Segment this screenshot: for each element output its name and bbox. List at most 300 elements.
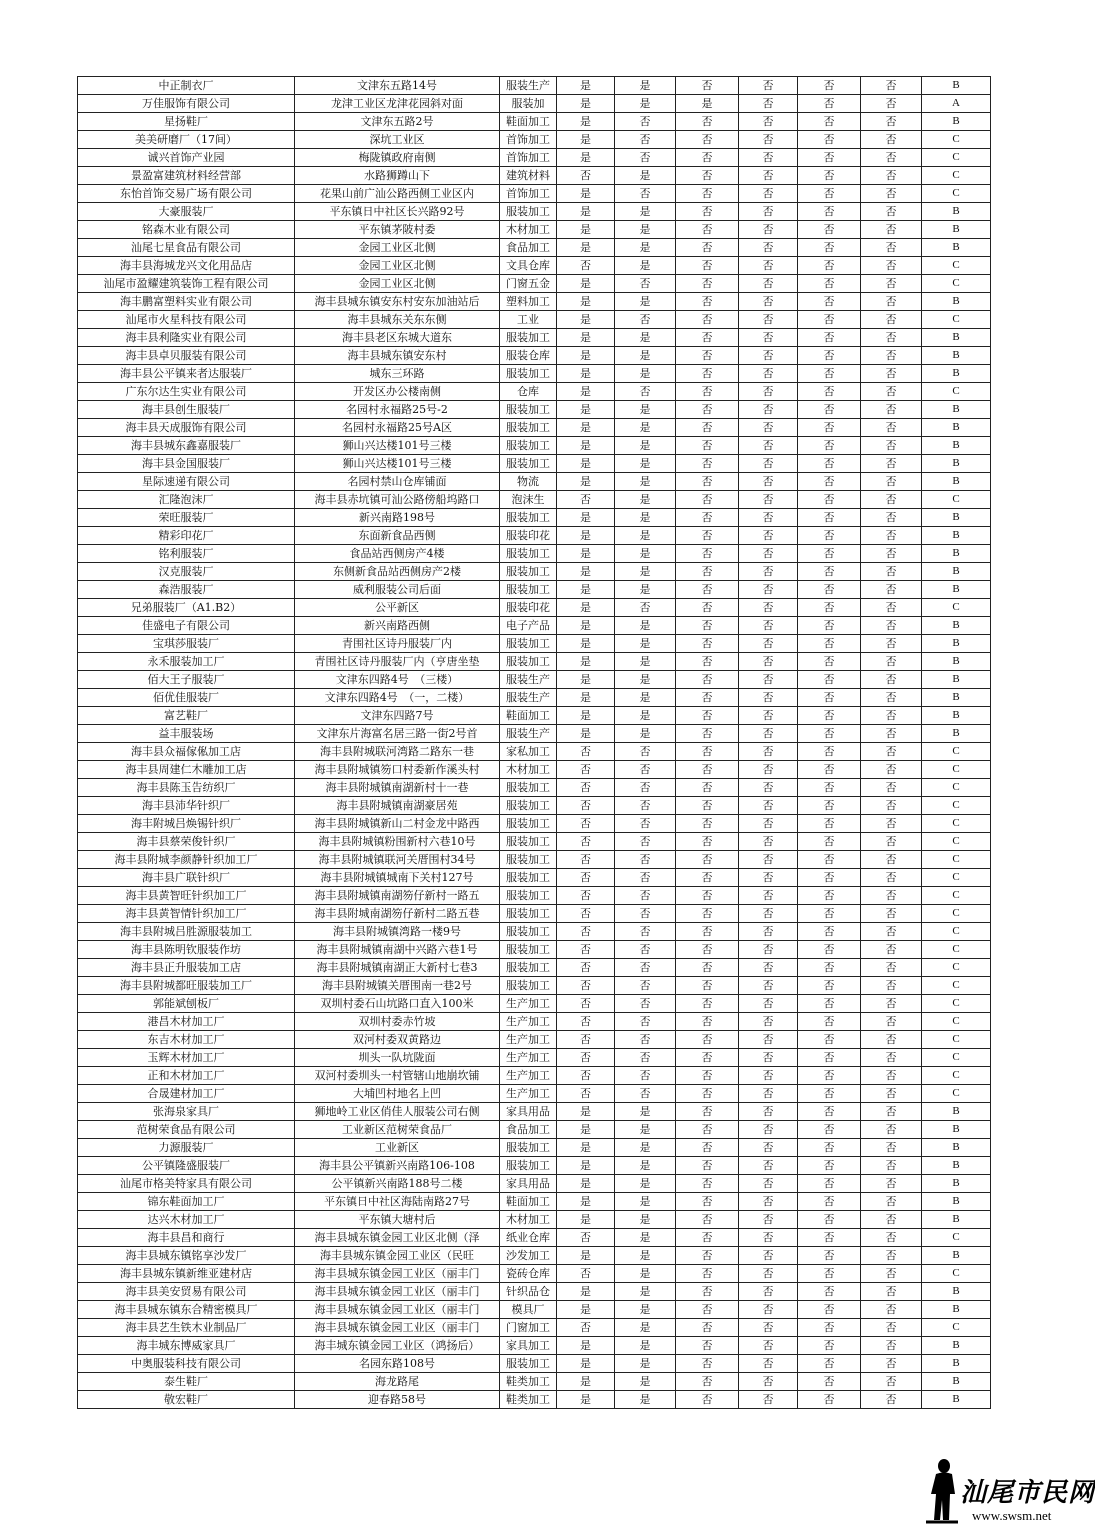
cell-company-name: 海丰县城东镇铭享沙发厂 (78, 1247, 295, 1265)
cell-business-type: 服装加工 (500, 365, 557, 383)
cell-address: 海丰县附城镇关厝围南一巷2号 (295, 977, 500, 995)
cell-grade: B (922, 1103, 991, 1121)
cell-grade: B (922, 581, 991, 599)
cell-check-f: 否 (861, 527, 922, 545)
cell-check-d: 否 (739, 563, 798, 581)
cell-check-b: 是 (615, 1103, 676, 1121)
cell-grade: B (922, 1157, 991, 1175)
cell-check-a: 否 (557, 851, 615, 869)
cell-check-f: 否 (861, 635, 922, 653)
cell-grade: B (922, 365, 991, 383)
cell-address: 新兴南路西侧 (295, 617, 500, 635)
cell-address: 海龙路尾 (295, 1373, 500, 1391)
cell-check-e: 否 (798, 1211, 861, 1229)
cell-grade: B (922, 509, 991, 527)
cell-check-d: 否 (739, 185, 798, 203)
cell-company-name: 中正制衣厂 (78, 77, 295, 95)
cell-grade: C (922, 1031, 991, 1049)
cell-check-e: 否 (798, 167, 861, 185)
cell-address: 海丰县附城镇南湖豪居苑 (295, 797, 500, 815)
cell-check-e: 否 (798, 1049, 861, 1067)
cell-check-e: 否 (798, 1031, 861, 1049)
cell-check-e: 否 (798, 257, 861, 275)
cell-address: 文津东四路4号 （一，二楼） (295, 689, 500, 707)
cell-check-e: 否 (798, 761, 861, 779)
cell-check-d: 否 (739, 1373, 798, 1391)
cell-grade: C (922, 1013, 991, 1031)
cell-business-type: 文具仓库 (500, 257, 557, 275)
cell-check-f: 否 (861, 509, 922, 527)
cell-company-name: 海丰县创生服装厂 (78, 401, 295, 419)
cell-company-name: 佳盛电子有限公司 (78, 617, 295, 635)
cell-address: 海丰县附城镇城南下关村127号 (295, 869, 500, 887)
cell-check-e: 否 (798, 293, 861, 311)
cell-business-type: 服装加工 (500, 815, 557, 833)
cell-address: 威利服装公司后面 (295, 581, 500, 599)
table-row (78, 1355, 991, 1373)
cell-check-c: 否 (676, 1157, 739, 1175)
cell-address: 海丰县附城镇笏口村委新作溪头村 (295, 761, 500, 779)
cell-check-a: 是 (557, 527, 615, 545)
cell-grade: B (922, 419, 991, 437)
cell-check-a: 是 (557, 1247, 615, 1265)
table-row (78, 293, 991, 311)
cell-check-b: 是 (615, 1319, 676, 1337)
cell-business-type: 生产加工 (500, 1013, 557, 1031)
cell-address: 名园村永福路25号-2 (295, 401, 500, 419)
cell-grade: C (922, 257, 991, 275)
cell-check-c: 否 (676, 293, 739, 311)
cell-check-c: 否 (676, 1049, 739, 1067)
cell-check-e: 否 (798, 833, 861, 851)
cell-grade: C (922, 383, 991, 401)
cell-grade: B (922, 725, 991, 743)
cell-grade: C (922, 131, 991, 149)
cell-check-b: 否 (615, 977, 676, 995)
cell-business-type: 服装加工 (500, 455, 557, 473)
cell-company-name: 海丰县天成服饰有限公司 (78, 419, 295, 437)
cell-check-d: 否 (739, 131, 798, 149)
table-row (78, 455, 991, 473)
cell-check-c: 否 (676, 1229, 739, 1247)
table-row (78, 905, 991, 923)
cell-check-e: 否 (798, 545, 861, 563)
table-row (78, 1139, 991, 1157)
cell-check-c: 否 (676, 77, 739, 95)
cell-grade: C (922, 761, 991, 779)
cell-check-f: 否 (861, 1175, 922, 1193)
cell-check-d: 否 (739, 1319, 798, 1337)
cell-grade: B (922, 1373, 991, 1391)
cell-check-e: 否 (798, 635, 861, 653)
table-row (78, 545, 991, 563)
cell-check-c: 否 (676, 113, 739, 131)
cell-business-type: 服装加工 (500, 437, 557, 455)
cell-check-e: 否 (798, 743, 861, 761)
cell-business-type: 服装加工 (500, 797, 557, 815)
cell-check-f: 否 (861, 887, 922, 905)
cell-address: 水路狮蹲山下 (295, 167, 500, 185)
cell-address: 东面新食品西侧 (295, 527, 500, 545)
cell-check-c: 否 (676, 1265, 739, 1283)
table-row (78, 581, 991, 599)
cell-check-d: 否 (739, 257, 798, 275)
cell-check-b: 是 (615, 239, 676, 257)
cell-grade: C (922, 311, 991, 329)
cell-check-c: 否 (676, 689, 739, 707)
cell-grade: B (922, 455, 991, 473)
cell-check-c: 否 (676, 131, 739, 149)
cell-check-d: 否 (739, 1175, 798, 1193)
cell-check-b: 是 (615, 257, 676, 275)
cell-check-a: 否 (557, 1265, 615, 1283)
cell-check-b: 否 (615, 185, 676, 203)
cell-check-d: 否 (739, 1157, 798, 1175)
cell-check-c: 否 (676, 257, 739, 275)
cell-business-type: 服装仓库 (500, 347, 557, 365)
cell-check-b: 是 (615, 437, 676, 455)
cell-check-b: 是 (615, 635, 676, 653)
cell-check-d: 否 (739, 95, 798, 113)
table-row (78, 815, 991, 833)
cell-company-name: 永禾服装加工厂 (78, 653, 295, 671)
cell-check-f: 否 (861, 1373, 922, 1391)
cell-check-c: 否 (676, 833, 739, 851)
enterprise-table (77, 76, 991, 1409)
cell-grade: C (922, 1085, 991, 1103)
cell-business-type: 鞋类加工 (500, 1373, 557, 1391)
cell-check-b: 否 (615, 905, 676, 923)
cell-company-name: 汕尾七星食品有限公司 (78, 239, 295, 257)
cell-check-a: 是 (557, 563, 615, 581)
cell-business-type: 生产加工 (500, 995, 557, 1013)
cell-address: 海丰县城东镇安东村安东加油站后 (295, 293, 500, 311)
cell-company-name: 海丰县附城李颜静针织加工厂 (78, 851, 295, 869)
cell-grade: C (922, 851, 991, 869)
cell-check-a: 是 (557, 545, 615, 563)
cell-company-name: 佰优佳服装厂 (78, 689, 295, 707)
cell-check-f: 否 (861, 869, 922, 887)
cell-check-a: 是 (557, 203, 615, 221)
cell-check-e: 否 (798, 1121, 861, 1139)
cell-company-name: 汕尾市火星科技有限公司 (78, 311, 295, 329)
cell-check-a: 是 (557, 365, 615, 383)
cell-check-c: 否 (676, 761, 739, 779)
cell-grade: B (922, 617, 991, 635)
cell-check-c: 否 (676, 545, 739, 563)
cell-check-c: 否 (676, 455, 739, 473)
table-row (78, 1283, 991, 1301)
table-row (78, 941, 991, 959)
cell-check-d: 否 (739, 941, 798, 959)
cell-business-type: 服装加工 (500, 833, 557, 851)
table-row (78, 221, 991, 239)
cell-check-e: 否 (798, 1319, 861, 1337)
cell-business-type: 模具厂 (500, 1301, 557, 1319)
cell-check-c: 否 (676, 905, 739, 923)
cell-check-d: 否 (739, 347, 798, 365)
cell-company-name: 海丰县附城都旺服装加工厂 (78, 977, 295, 995)
cell-check-a: 是 (557, 1373, 615, 1391)
cell-check-a: 是 (557, 1283, 615, 1301)
cell-business-type: 家具用品 (500, 1175, 557, 1193)
cell-check-d: 否 (739, 923, 798, 941)
cell-address: 金园工业区北侧 (295, 257, 500, 275)
cell-check-e: 否 (798, 1247, 861, 1265)
cell-check-a: 否 (557, 833, 615, 851)
cell-check-b: 是 (615, 581, 676, 599)
cell-company-name: 荣旺服装厂 (78, 509, 295, 527)
cell-company-name: 汉克服装厂 (78, 563, 295, 581)
cell-check-d: 否 (739, 455, 798, 473)
cell-grade: C (922, 1229, 991, 1247)
cell-business-type: 食品加工 (500, 1121, 557, 1139)
cell-grade: C (922, 779, 991, 797)
table-row (78, 149, 991, 167)
cell-check-d: 否 (739, 1139, 798, 1157)
cell-address: 海丰县附城镇南湖中兴路六巷1号 (295, 941, 500, 959)
cell-check-f: 否 (861, 419, 922, 437)
cell-grade: C (922, 275, 991, 293)
cell-check-b: 否 (615, 887, 676, 905)
table-row (78, 167, 991, 185)
cell-check-f: 否 (861, 365, 922, 383)
cell-check-e: 否 (798, 383, 861, 401)
cell-company-name: 宝琪莎服装厂 (78, 635, 295, 653)
cell-business-type: 服装加工 (500, 581, 557, 599)
cell-check-b: 否 (615, 1031, 676, 1049)
cell-check-f: 否 (861, 653, 922, 671)
cell-check-e: 否 (798, 1013, 861, 1031)
cell-check-b: 是 (615, 1211, 676, 1229)
cell-check-f: 否 (861, 1265, 922, 1283)
cell-check-d: 否 (739, 491, 798, 509)
table-row (78, 1391, 991, 1409)
cell-check-b: 否 (615, 1067, 676, 1085)
cell-business-type: 服装加工 (500, 203, 557, 221)
table-row (78, 959, 991, 977)
cell-check-b: 否 (615, 1049, 676, 1067)
cell-address: 圳头一队坑陇面 (295, 1049, 500, 1067)
cell-check-f: 否 (861, 851, 922, 869)
cell-check-f: 否 (861, 779, 922, 797)
cell-check-b: 是 (615, 95, 676, 113)
cell-check-a: 否 (557, 167, 615, 185)
cell-check-c: 否 (676, 221, 739, 239)
cell-check-c: 否 (676, 527, 739, 545)
cell-address: 海丰县附城镇南湖笏仔新村一路五 (295, 887, 500, 905)
cell-check-d: 否 (739, 167, 798, 185)
cell-check-a: 是 (557, 725, 615, 743)
cell-address: 海丰县附城镇南湖新村十一巷 (295, 779, 500, 797)
cell-address: 海丰县城东镇金园工业区（丽丰门 (295, 1301, 500, 1319)
cell-check-f: 否 (861, 1013, 922, 1031)
cell-company-name: 海丰县卓贝服装有限公司 (78, 347, 295, 365)
cell-address: 海丰县城东镇安东村 (295, 347, 500, 365)
cell-grade: C (922, 167, 991, 185)
cell-check-d: 否 (739, 743, 798, 761)
cell-company-name: 海丰县艺生铁木业制品厂 (78, 1319, 295, 1337)
cell-check-f: 否 (861, 1229, 922, 1247)
cell-check-e: 否 (798, 1157, 861, 1175)
cell-check-e: 否 (798, 527, 861, 545)
cell-check-c: 否 (676, 509, 739, 527)
cell-check-a: 是 (557, 1103, 615, 1121)
table-row (78, 329, 991, 347)
cell-check-d: 否 (739, 1013, 798, 1031)
cell-grade: B (922, 473, 991, 491)
cell-check-b: 是 (615, 1247, 676, 1265)
cell-check-f: 否 (861, 923, 922, 941)
cell-grade: C (922, 941, 991, 959)
cell-check-a: 是 (557, 113, 615, 131)
table-row (78, 563, 991, 581)
cell-check-e: 否 (798, 977, 861, 995)
cell-check-c: 否 (676, 977, 739, 995)
cell-check-a: 是 (557, 437, 615, 455)
cell-business-type: 服装加工 (500, 653, 557, 671)
cell-check-b: 是 (615, 419, 676, 437)
cell-check-f: 否 (861, 1103, 922, 1121)
table-row (78, 365, 991, 383)
cell-check-b: 是 (615, 1121, 676, 1139)
cell-check-b: 否 (615, 149, 676, 167)
cell-company-name: 东怡首饰交易广场有限公司 (78, 185, 295, 203)
cell-address: 海丰县附城镇联河关厝围村34号 (295, 851, 500, 869)
cell-company-name: 海丰县公平镇来者达服装厂 (78, 365, 295, 383)
cell-grade: B (922, 329, 991, 347)
cell-check-d: 否 (739, 1337, 798, 1355)
table-row (78, 1229, 991, 1247)
cell-check-c: 否 (676, 167, 739, 185)
cell-address: 海丰县赤坑镇可汕公路傍船坞路口 (295, 491, 500, 509)
cell-check-f: 否 (861, 977, 922, 995)
cell-company-name: 港昌木材加工厂 (78, 1013, 295, 1031)
cell-check-b: 否 (615, 599, 676, 617)
cell-check-c: 否 (676, 797, 739, 815)
cell-check-b: 否 (615, 833, 676, 851)
logo-url-text: www.swsm.net (972, 1508, 1052, 1523)
cell-address: 海丰县老区东城大道东 (295, 329, 500, 347)
cell-address: 文津东片海富名居三路一街2号首 (295, 725, 500, 743)
cell-check-e: 否 (798, 905, 861, 923)
cell-company-name: 海丰县陈玉告纺织厂 (78, 779, 295, 797)
cell-check-c: 否 (676, 1085, 739, 1103)
cell-check-e: 否 (798, 437, 861, 455)
cell-company-name: 力源服装厂 (78, 1139, 295, 1157)
cell-address: 海丰县城东镇金园工业区北侧（泽 (295, 1229, 500, 1247)
cell-check-b: 是 (615, 509, 676, 527)
cell-business-type: 门窗五金 (500, 275, 557, 293)
cell-check-d: 否 (739, 221, 798, 239)
table-row (78, 257, 991, 275)
cell-check-c: 否 (676, 437, 739, 455)
cell-check-a: 是 (557, 599, 615, 617)
cell-company-name: 范树荣食品有限公司 (78, 1121, 295, 1139)
cell-check-a: 是 (557, 635, 615, 653)
cell-company-name: 海丰县城东镇东合精密模具厂 (78, 1301, 295, 1319)
cell-check-e: 否 (798, 1265, 861, 1283)
cell-check-a: 否 (557, 797, 615, 815)
cell-address: 海丰县附城镇湾路一楼9号 (295, 923, 500, 941)
cell-check-f: 否 (861, 1085, 922, 1103)
cell-check-c: 否 (676, 1211, 739, 1229)
table-row (78, 671, 991, 689)
table-body (78, 77, 991, 1409)
cell-business-type: 家具加工 (500, 1337, 557, 1355)
cell-business-type: 服装加工 (500, 329, 557, 347)
cell-check-d: 否 (739, 1211, 798, 1229)
cell-address: 海丰县附城南湖笏仔新村二路五巷 (295, 905, 500, 923)
cell-check-e: 否 (798, 995, 861, 1013)
cell-grade: B (922, 203, 991, 221)
cell-address: 狮山兴达楼101号三楼 (295, 437, 500, 455)
cell-company-name: 海丰县正升服装加工店 (78, 959, 295, 977)
cell-business-type: 鞋面加工 (500, 113, 557, 131)
logo-brand-text: 汕尾市民网 (960, 1478, 1095, 1508)
cell-check-d: 否 (739, 365, 798, 383)
cell-grade: C (922, 1049, 991, 1067)
cell-check-f: 否 (861, 689, 922, 707)
cell-company-name: 海丰县黄智旺针织加工厂 (78, 887, 295, 905)
cell-business-type: 服装加工 (500, 635, 557, 653)
cell-business-type: 服装加工 (500, 401, 557, 419)
cell-check-c: 否 (676, 1247, 739, 1265)
table-row (78, 401, 991, 419)
cell-check-e: 否 (798, 1229, 861, 1247)
cell-check-e: 否 (798, 401, 861, 419)
cell-check-d: 否 (739, 851, 798, 869)
cell-check-e: 否 (798, 563, 861, 581)
cell-check-b: 是 (615, 491, 676, 509)
table-row (78, 851, 991, 869)
cell-check-a: 否 (557, 1067, 615, 1085)
cell-check-f: 否 (861, 707, 922, 725)
cell-check-b: 是 (615, 1373, 676, 1391)
cell-business-type: 服装加工 (500, 923, 557, 941)
cell-business-type: 服装加工 (500, 563, 557, 581)
cell-check-c: 否 (676, 1373, 739, 1391)
site-logo (922, 1458, 1095, 1524)
cell-check-e: 否 (798, 1175, 861, 1193)
cell-check-b: 是 (615, 689, 676, 707)
cell-check-e: 否 (798, 851, 861, 869)
cell-check-d: 否 (739, 635, 798, 653)
cell-check-a: 是 (557, 1211, 615, 1229)
cell-check-b: 否 (615, 131, 676, 149)
cell-check-a: 是 (557, 293, 615, 311)
cell-check-c: 否 (676, 887, 739, 905)
cell-check-a: 是 (557, 1121, 615, 1139)
cell-check-f: 否 (861, 131, 922, 149)
cell-company-name: 合晟建材加工厂 (78, 1085, 295, 1103)
cell-check-d: 否 (739, 995, 798, 1013)
table-row (78, 725, 991, 743)
cell-company-name: 正和木材加工厂 (78, 1067, 295, 1085)
cell-check-e: 否 (798, 77, 861, 95)
cell-check-f: 否 (861, 1121, 922, 1139)
cell-check-e: 否 (798, 815, 861, 833)
cell-check-e: 否 (798, 473, 861, 491)
table-row (78, 1031, 991, 1049)
cell-check-f: 否 (861, 1193, 922, 1211)
cell-business-type: 工业 (500, 311, 557, 329)
cell-check-b: 是 (615, 1283, 676, 1301)
cell-business-type: 服装印花 (500, 599, 557, 617)
table-row (78, 617, 991, 635)
cell-grade: C (922, 977, 991, 995)
cell-check-f: 否 (861, 257, 922, 275)
